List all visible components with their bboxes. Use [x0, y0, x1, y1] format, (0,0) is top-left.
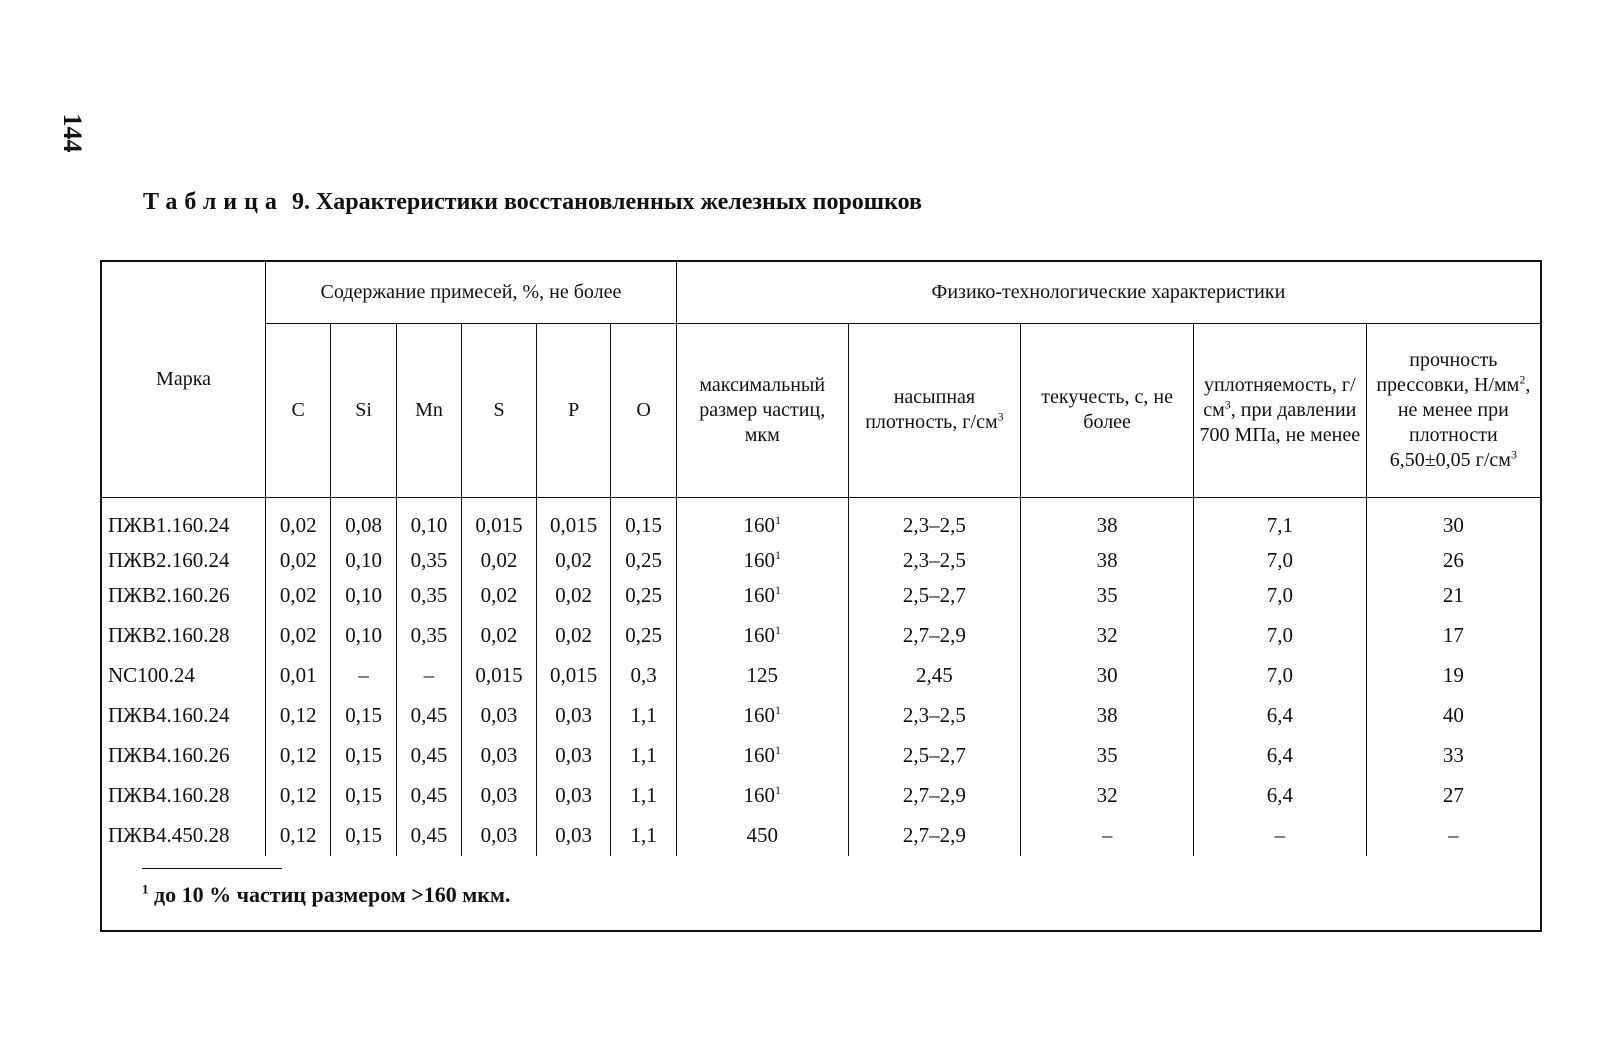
- brand-header: Марка: [102, 262, 266, 497]
- c-cell: 0,12: [266, 816, 331, 856]
- flowability-cell: 35: [1021, 736, 1194, 776]
- physical-group-header: Физико-технологические характеристики: [676, 262, 1540, 323]
- footnote-marker: 1: [142, 881, 149, 897]
- compressibility-cell: 7,0: [1193, 656, 1366, 696]
- max-size-cell: $160^1$: [676, 776, 848, 816]
- max-size-cell: $160^1$: [676, 616, 848, 656]
- strength-cell: 21: [1366, 576, 1540, 616]
- footnote-ref: 1: [774, 623, 781, 637]
- p-cell: 0,02: [536, 546, 611, 576]
- o-cell: 0,25: [611, 576, 676, 616]
- s-cell: 0,02: [462, 616, 537, 656]
- table-row: [102, 656, 1540, 696]
- element-header-o: O: [611, 323, 676, 497]
- max-size-cell: $160^1$: [676, 736, 848, 776]
- brand-cell: ПЖВ1.160.24: [102, 497, 266, 546]
- flowability-cell: 38: [1021, 546, 1194, 576]
- mn-cell: 0,45: [396, 816, 461, 856]
- si-cell: 0,15: [331, 816, 396, 856]
- footnote: [142, 882, 510, 908]
- p-cell: 0,03: [536, 696, 611, 736]
- max-size-cell: $160^1$: [676, 696, 848, 736]
- brand-cell: ПЖВ4.160.28: [102, 776, 266, 816]
- c-cell: 0,02: [266, 497, 331, 546]
- brand-cell: ПЖВ2.160.24: [102, 546, 266, 576]
- compressibility-cell: 7,0: [1193, 576, 1366, 616]
- footnote-text: до 10 % частиц размером >160 мкм.: [148, 882, 511, 907]
- si-cell: 0,15: [331, 696, 396, 736]
- o-cell: 0,15: [611, 497, 676, 546]
- table-row: [102, 736, 1540, 776]
- p-cell: 0,015: [536, 656, 611, 696]
- p-cell: 0,02: [536, 576, 611, 616]
- si-cell: –: [331, 656, 396, 696]
- footnote-ref: 1: [774, 743, 781, 757]
- mn-cell: 0,35: [396, 576, 461, 616]
- o-cell: 0,25: [611, 616, 676, 656]
- flowability-cell: –: [1021, 816, 1194, 856]
- bulk-density-cell: 2,3–2,5: [848, 546, 1021, 576]
- flowability-cell: 30: [1021, 656, 1194, 696]
- table-row: [102, 696, 1540, 736]
- compressibility-cell: 7,0: [1193, 616, 1366, 656]
- mn-cell: 0,45: [396, 776, 461, 816]
- bulk-density-cell: 2,5–2,7: [848, 736, 1021, 776]
- table-row: [102, 816, 1540, 856]
- p-cell: 0,03: [536, 816, 611, 856]
- page-number: 144: [58, 113, 87, 153]
- o-cell: 0,3: [611, 656, 676, 696]
- strength-header: прочность прессовки, $Н/мм^2$, не менее при плотности 6,50±0,05 $г/см^3$: [1366, 323, 1540, 497]
- strength-cell: 27: [1366, 776, 1540, 816]
- strength-cell: 19: [1366, 656, 1540, 696]
- si-cell: 0,15: [331, 776, 396, 816]
- o-cell: 1,1: [611, 816, 676, 856]
- strength-cell: 40: [1366, 696, 1540, 736]
- s-cell: 0,03: [462, 816, 537, 856]
- o-cell: 1,1: [611, 736, 676, 776]
- brand-cell: ПЖВ4.160.24: [102, 696, 266, 736]
- strength-cell: 30: [1366, 497, 1540, 546]
- max-size-cell: 125: [676, 656, 848, 696]
- compressibility-cell: 6,4: [1193, 776, 1366, 816]
- element-header-mn: Mn: [396, 323, 461, 497]
- compressibility-cell: –: [1193, 816, 1366, 856]
- flowability-cell: 32: [1021, 776, 1194, 816]
- compressibility-cell: 6,4: [1193, 696, 1366, 736]
- si-cell: 0,10: [331, 576, 396, 616]
- element-header-c: C: [266, 323, 331, 497]
- brand-cell: NC100.24: [102, 656, 266, 696]
- flowability-header: текучесть, с, не более: [1021, 323, 1194, 497]
- mn-cell: 0,35: [396, 616, 461, 656]
- footnote-ref: 1: [774, 583, 781, 597]
- mn-cell: 0,45: [396, 696, 461, 736]
- si-cell: 0,08: [331, 497, 396, 546]
- max-size-cell: 450: [676, 816, 848, 856]
- flowability-cell: 35: [1021, 576, 1194, 616]
- si-cell: 0,15: [331, 736, 396, 776]
- bulk-density-cell: 2,5–2,7: [848, 576, 1021, 616]
- mn-cell: 0,10: [396, 497, 461, 546]
- footnote-ref: 1: [774, 783, 781, 797]
- bulk-density-cell: 2,7–2,9: [848, 616, 1021, 656]
- s-cell: 0,02: [462, 546, 537, 576]
- s-cell: 0,03: [462, 736, 537, 776]
- s-cell: 0,03: [462, 776, 537, 816]
- c-cell: 0,12: [266, 696, 331, 736]
- s-cell: 0,02: [462, 576, 537, 616]
- table-row: [102, 546, 1540, 576]
- compressibility-cell: 7,0: [1193, 546, 1366, 576]
- element-header-si: Si: [331, 323, 396, 497]
- element-header-p: P: [536, 323, 611, 497]
- s-cell: 0,03: [462, 696, 537, 736]
- mn-cell: –: [396, 656, 461, 696]
- max-size-header: максимальный размер частиц, мкм: [676, 323, 848, 497]
- flowability-cell: 38: [1021, 497, 1194, 546]
- bulk-density-header: насыпная плотность, $г/см^3$: [848, 323, 1021, 497]
- strength-cell: 17: [1366, 616, 1540, 656]
- flowability-cell: 38: [1021, 696, 1194, 736]
- c-cell: 0,12: [266, 776, 331, 816]
- element-header-s: S: [462, 323, 537, 497]
- p-cell: 0,02: [536, 616, 611, 656]
- bulk-density-cell: 2,3–2,5: [848, 497, 1021, 546]
- table-title-text: 9. Характеристики восстановленных железных порошков: [291, 189, 922, 215]
- mn-cell: 0,35: [396, 546, 461, 576]
- table-row: [102, 497, 1540, 546]
- flowability-cell: 32: [1021, 616, 1194, 656]
- table-frame: [100, 260, 1542, 932]
- compressibility-cell: 7,1: [1193, 497, 1366, 546]
- table-title-lead: Таблица: [143, 189, 284, 215]
- footnote-divider: [142, 868, 282, 869]
- compressibility-cell: 6,4: [1193, 736, 1366, 776]
- o-cell: 1,1: [611, 776, 676, 816]
- p-cell: 0,03: [536, 776, 611, 816]
- impurities-group-header: Содержание примесей, %, не более: [266, 262, 677, 323]
- bulk-density-cell: 2,7–2,9: [848, 816, 1021, 856]
- table-body: [102, 497, 1540, 856]
- s-cell: 0,015: [462, 656, 537, 696]
- s-cell: 0,015: [462, 497, 537, 546]
- compressibility-header: уплотняемость, $г/см^3$, при давлении 700 МПа, не менее: [1193, 323, 1366, 497]
- mn-cell: 0,45: [396, 736, 461, 776]
- max-size-cell: $160^1$: [676, 546, 848, 576]
- si-cell: 0,10: [331, 616, 396, 656]
- o-cell: 0,25: [611, 546, 676, 576]
- table-title: [143, 189, 922, 216]
- brand-cell: ПЖВ4.160.26: [102, 736, 266, 776]
- table-row: [102, 616, 1540, 656]
- c-cell: 0,02: [266, 616, 331, 656]
- footnote-ref: 1: [774, 703, 781, 717]
- strength-cell: 33: [1366, 736, 1540, 776]
- max-size-cell: $160^1$: [676, 576, 848, 616]
- bulk-density-cell: 2,3–2,5: [848, 696, 1021, 736]
- brand-cell: ПЖВ2.160.28: [102, 616, 266, 656]
- c-cell: 0,12: [266, 736, 331, 776]
- c-cell: 0,01: [266, 656, 331, 696]
- powder-characteristics-table: [102, 262, 1540, 856]
- c-cell: 0,02: [266, 576, 331, 616]
- max-size-cell: $160^1$: [676, 497, 848, 546]
- bulk-density-cell: 2,7–2,9: [848, 776, 1021, 816]
- c-cell: 0,02: [266, 546, 331, 576]
- o-cell: 1,1: [611, 696, 676, 736]
- footnote-ref: 1: [774, 513, 781, 527]
- bulk-density-cell: 2,45: [848, 656, 1021, 696]
- table-row: [102, 776, 1540, 816]
- p-cell: 0,015: [536, 497, 611, 546]
- table-row: [102, 576, 1540, 616]
- strength-cell: –: [1366, 816, 1540, 856]
- brand-cell: ПЖВ2.160.26: [102, 576, 266, 616]
- p-cell: 0,03: [536, 736, 611, 776]
- footnote-ref: 1: [774, 548, 781, 562]
- brand-cell: ПЖВ4.450.28: [102, 816, 266, 856]
- si-cell: 0,10: [331, 546, 396, 576]
- strength-cell: 26: [1366, 546, 1540, 576]
